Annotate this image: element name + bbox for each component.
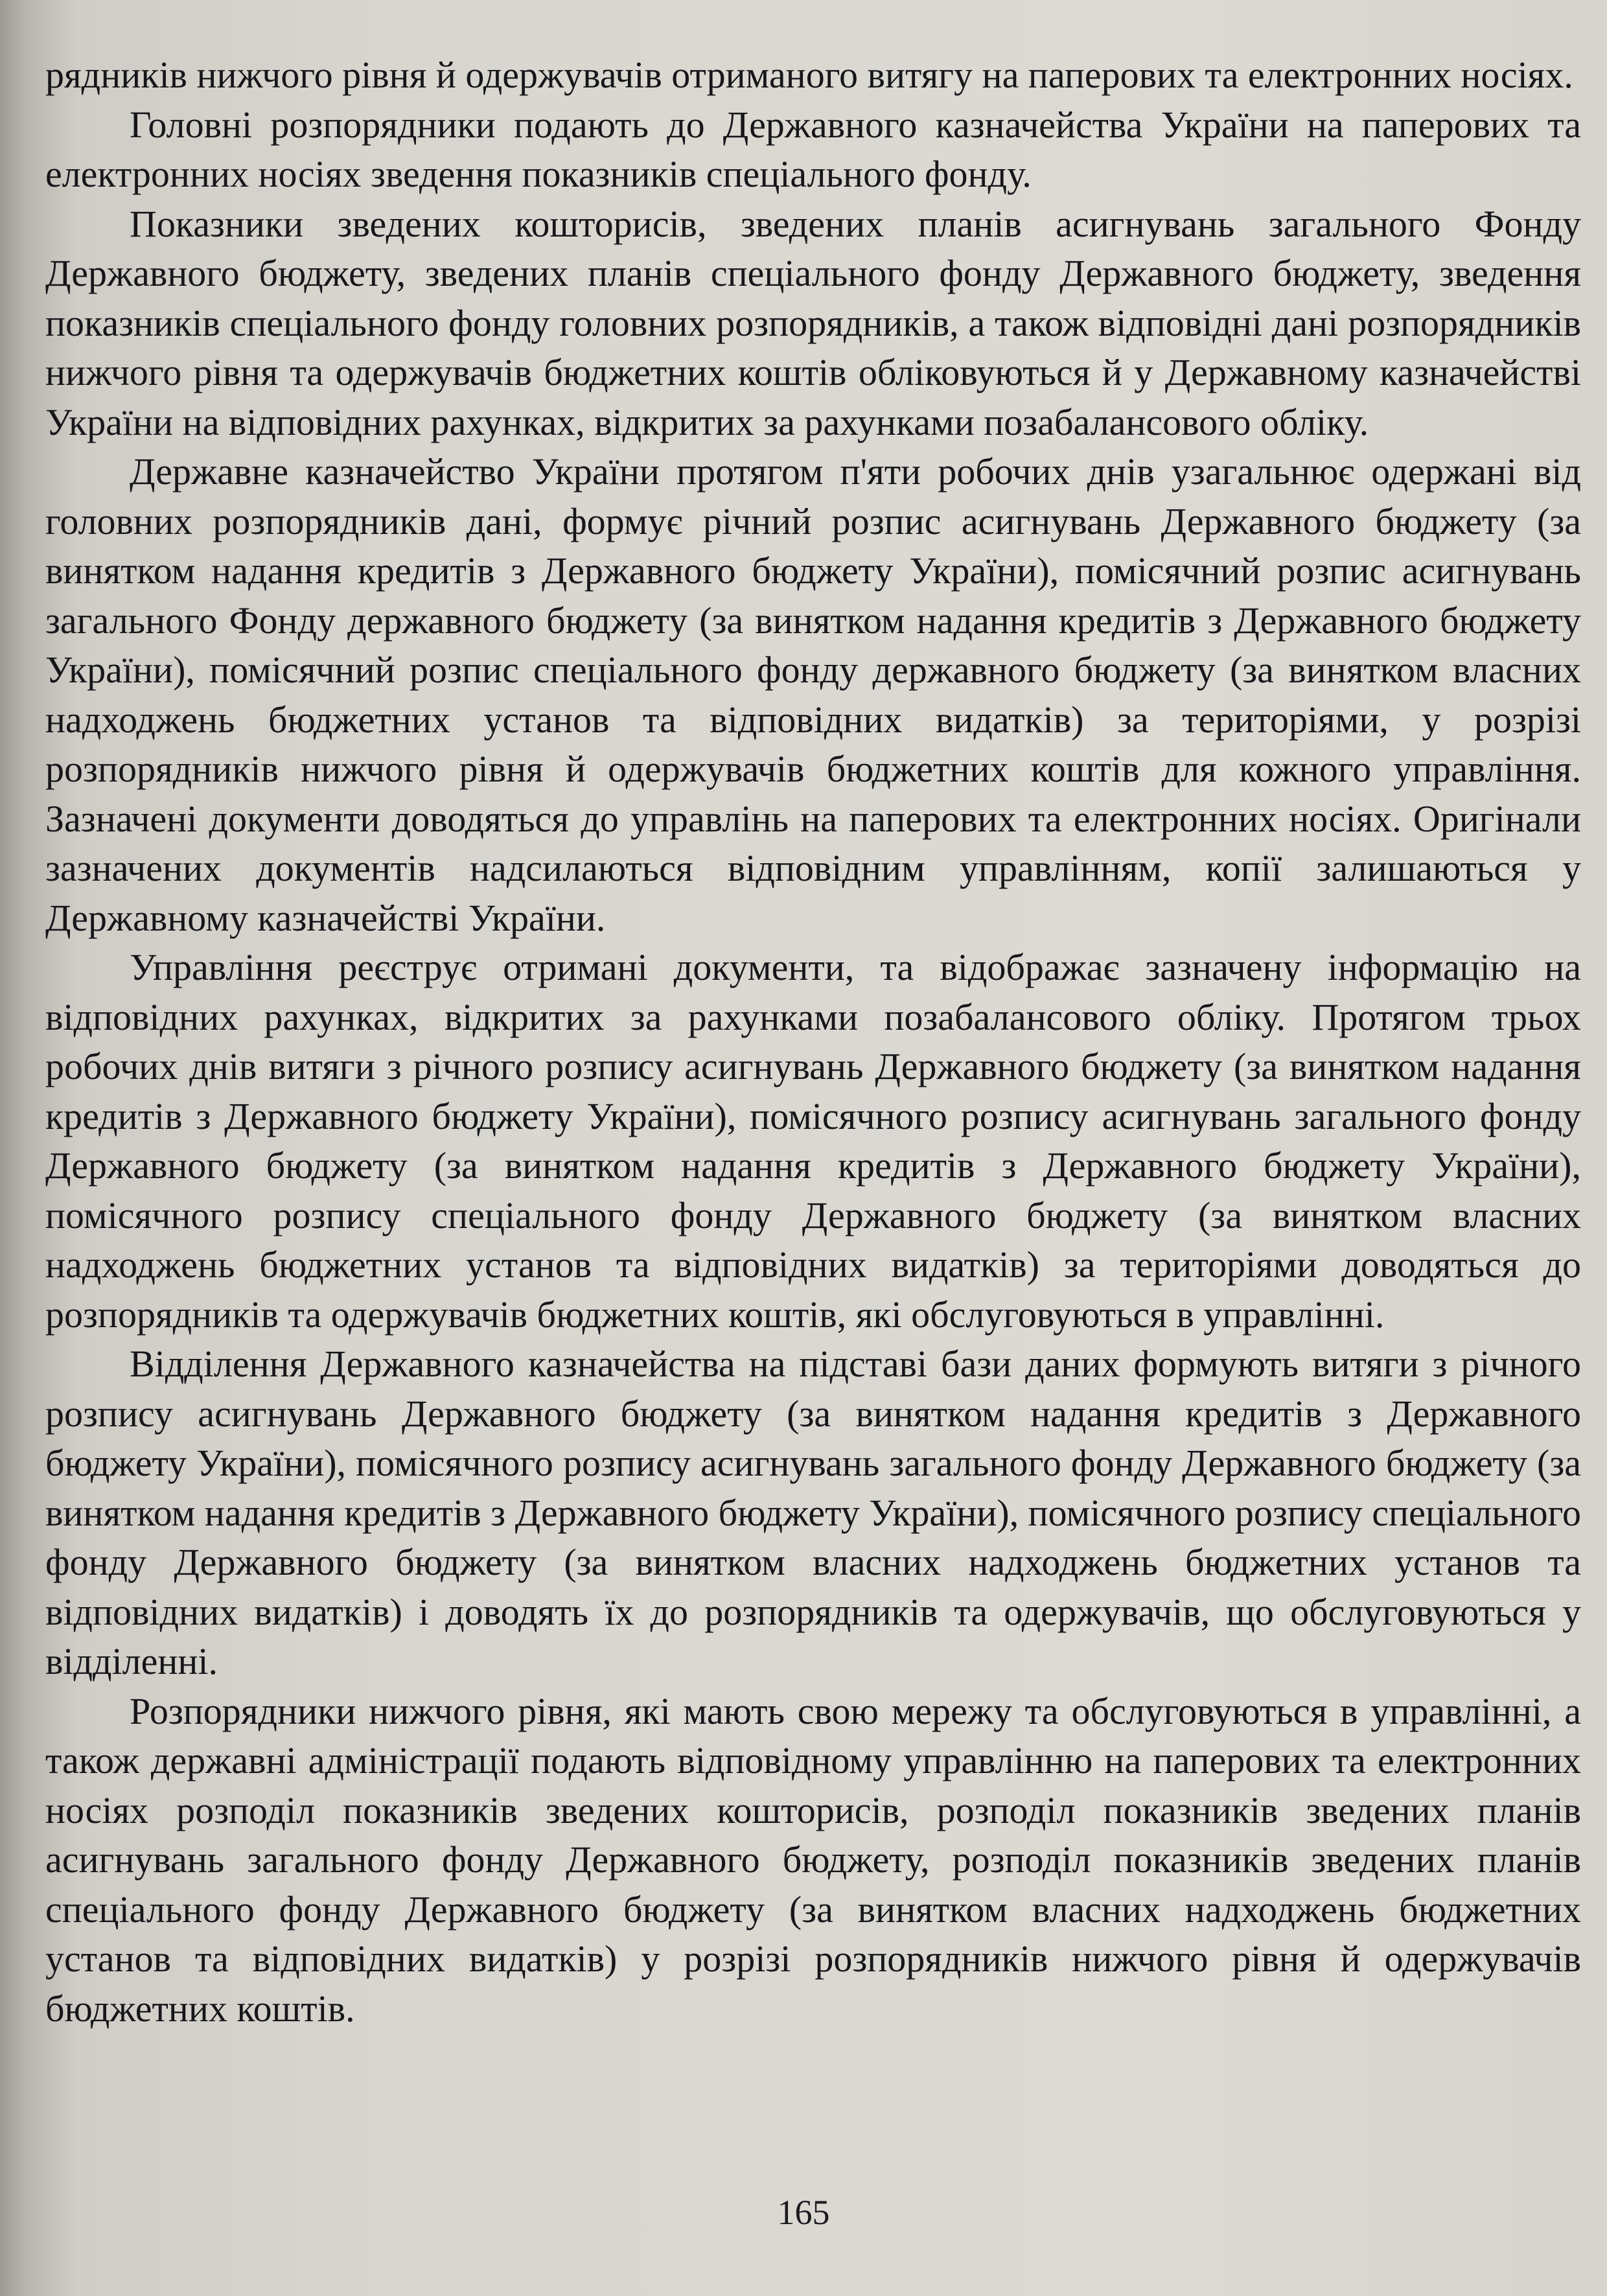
- paragraph: Головні розпорядники подають до Державного казначейства України на паперових та електронних носіях зведення показників спеціального фонду.: [45, 103, 1581, 195]
- paragraph: Державне казначейство України протягом п'яти робочих днів узагальнює одержані від головних розпорядників дані, формує річний розпис асигнувань Державного бюджету (за винятком надання кредитів з Державного бюджету України), помісячний розпис асигнувань загального Фонду державного бюджету (за винятком надання кредитів з Державного бюджету України), помісячний розпис спеціального фонду державного бюджету (за винятком власних надходжень бюджетних установ та відповідних видатків) за територіями, у розрізі розпорядників нижчого рівня й одержувачів бюджетних коштів для кожного управління. Зазначені документи доводяться до управлінь на паперових та електронних носіях. Оригінали зазначених документів надсилаються відповідним управлінням, копії залишаються у Державному казначействі України.: [45, 450, 1581, 939]
- paragraph: Розпорядники нижчого рівня, які мають свою мережу та обслуговуються в управлінні, а також державні адміністрації подають відповідному управлінню на паперових та електронних носіях розподіл показників зведених кошторисів, розподіл показників зведених планів асигнувань загального фонду Державного бюджету, розподіл показників зведених планів спеціального фонду Державного бюджету (за винятком власних надходжень бюджетних установ та відповідних видатків) у розрізі розпорядників нижчого рівня й одержувачів бюджетних коштів.: [45, 1689, 1581, 2030]
- page-number: 165: [777, 2193, 830, 2232]
- paragraph: Управління реєструє отримані документи, та відображає зазначену інформацію на відповідних рахунках, відкритих за рахунками позабалансового обліку. Протягом трьох робочих днів витяги з річного розпису асигнувань Державного бюджету (за винятком надання кредитів з Державного бюджету України), помісячного розпису асигнувань загального фонду Державного бюджету (за винятком надання кредитів з Державного бюджету України), помісячного розпису спеціального фонду Державного бюджету (за винятком власних надходжень бюджетних установ та відповідних видатків) за територіями доводяться до розпорядників та одержувачів бюджетних коштів, які обслуговуються в управлінні.: [45, 946, 1581, 1336]
- body-text: [45, 51, 1581, 2034]
- paragraph: Показники зведених кошторисів, зведених планів асигнувань загального Фонду Державного бюджету, зведених планів спеціального фонду Державного бюджету, зведення показників спеціального фонду головних розпорядників, а також відповідні дані розпорядників нижчого рівня та одержувачів бюджетних коштів обліковуються й у Державному казначействі України на відповідних рахунках, відкритих за рахунками позабалансового обліку.: [45, 202, 1581, 443]
- paragraph-continued: рядників нижчого рівня й одержувачів отриманого витягу на паперових та електронних носіях.: [45, 54, 1573, 96]
- paragraph: Відділення Державного казначейства на підставі бази даних формують витяги з річного розпису асигнувань Державного бюджету (за винятком надання кредитів з Державного бюджету України), помісячного розпису асигнувань загального фонду Державного бюджету (за винятком надання кредитів з Державного бюджету України), помісячного розпису спеціального фонду Державного бюджету (за винятком власних надходжень бюджетних установ та відповідних видатків) і доводять їх до розпорядників та одержувачів, що обслуговуються у відділенні.: [45, 1343, 1582, 1682]
